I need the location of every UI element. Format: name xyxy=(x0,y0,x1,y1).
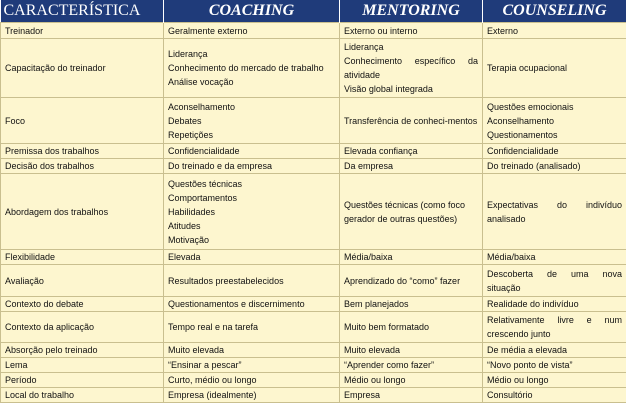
table-row xyxy=(1,144,626,159)
counseling-cell: Do treinado (analisado) xyxy=(483,159,626,174)
counseling-cell: Relativamente livre e num crescendo junto xyxy=(483,312,626,343)
table-row xyxy=(1,23,626,39)
coaching-cell: Geralmente externo xyxy=(164,23,340,39)
header-row xyxy=(1,0,626,23)
coaching-cell: Muito elevada xyxy=(164,343,340,358)
mentoring-cell: Liderança Conhecimento específico da atividade Visão global integrada xyxy=(340,39,483,98)
mentoring-cell: Elevada confiança xyxy=(340,144,483,159)
row-label: Local do trabalho xyxy=(1,388,164,403)
row-label: Abordagem dos trabalhos xyxy=(1,174,164,250)
mentoring-cell: Empresa xyxy=(340,388,483,403)
coaching-cell: Confidencialidade xyxy=(164,144,340,159)
coaching-cell: Questões técnicas Comportamentos Habilidades Atitudes Motivação xyxy=(164,174,340,250)
mentoring-cell: Bem planejados xyxy=(340,297,483,312)
mentoring-cell: Externo ou interno xyxy=(340,23,483,39)
table-row xyxy=(1,174,626,250)
mentoring-cell: Da empresa xyxy=(340,159,483,174)
table-row xyxy=(1,297,626,312)
coaching-cell: Resultados preestabelecidos xyxy=(164,265,340,297)
mentoring-cell: “Aprender como fazer” xyxy=(340,358,483,373)
row-label: Lema xyxy=(1,358,164,373)
row-label: Flexibilidade xyxy=(1,250,164,265)
table-row xyxy=(1,312,626,343)
header-caracteristica: CARACTERÍSTICA xyxy=(1,0,164,23)
counseling-cell: Realidade do indivíduo xyxy=(483,297,626,312)
row-label: Treinador xyxy=(1,23,164,39)
counseling-cell: De média a elevada xyxy=(483,343,626,358)
mentoring-cell: Muito elevada xyxy=(340,343,483,358)
counseling-cell: “Novo ponto de vista” xyxy=(483,358,626,373)
row-label: Foco xyxy=(1,98,164,144)
counseling-cell: Externo xyxy=(483,23,626,39)
mentoring-cell: Muito bem formatado xyxy=(340,312,483,343)
row-label: Contexto do debate xyxy=(1,297,164,312)
coaching-cell: Liderança Conhecimento do mercado de trabalho Análise vocação xyxy=(164,39,340,98)
table-row xyxy=(1,343,626,358)
counseling-cell: Confidencialidade xyxy=(483,144,626,159)
table-row xyxy=(1,39,626,98)
row-label: Decisão dos trabalhos xyxy=(1,159,164,174)
header-coaching: COACHING xyxy=(164,0,340,23)
mentoring-cell: Transferência de conheci-mentos xyxy=(340,98,483,144)
counseling-cell: Média/baixa xyxy=(483,250,626,265)
counseling-cell: Questões emocionais Aconselhamento Questionamentos xyxy=(483,98,626,144)
coaching-cell: Elevada xyxy=(164,250,340,265)
row-label: Avaliação xyxy=(1,265,164,297)
row-label: Contexto da aplicação xyxy=(1,312,164,343)
row-label: Absorção pelo treinado xyxy=(1,343,164,358)
coaching-cell: Tempo real e na tarefa xyxy=(164,312,340,343)
counseling-cell: Expectativas do indivíduo analisado xyxy=(483,174,626,250)
counseling-cell: Médio ou longo xyxy=(483,373,626,388)
mentoring-cell: Questões técnicas (como foco gerador de outras questões) xyxy=(340,174,483,250)
table-row xyxy=(1,265,626,297)
header-counseling: COUNSELING xyxy=(483,0,626,23)
counseling-cell: Consultório xyxy=(483,388,626,403)
table-row xyxy=(1,250,626,265)
mentoring-cell: Média/baixa xyxy=(340,250,483,265)
coaching-cell: “Ensinar a pescar” xyxy=(164,358,340,373)
coaching-cell: Questionamentos e discernimento xyxy=(164,297,340,312)
counseling-cell: Terapia ocupacional xyxy=(483,39,626,98)
counseling-cell: Descoberta de uma nova situação xyxy=(483,265,626,297)
mentoring-cell: Aprendizado do “como” fazer xyxy=(340,265,483,297)
coaching-cell: Empresa (idealmente) xyxy=(164,388,340,403)
coaching-cell: Aconselhamento Debates Repetições xyxy=(164,98,340,144)
table-row xyxy=(1,98,626,144)
header-mentoring: MENTORING xyxy=(340,0,483,23)
table-row xyxy=(1,159,626,174)
table-row xyxy=(1,388,626,403)
row-label: Capacitação do treinador xyxy=(1,39,164,98)
table-row xyxy=(1,373,626,388)
table-row xyxy=(1,358,626,373)
coaching-cell: Curto, médio ou longo xyxy=(164,373,340,388)
row-label: Período xyxy=(1,373,164,388)
mentoring-cell: Médio ou longo xyxy=(340,373,483,388)
coaching-cell: Do treinado e da empresa xyxy=(164,159,340,174)
row-label: Premissa dos trabalhos xyxy=(1,144,164,159)
